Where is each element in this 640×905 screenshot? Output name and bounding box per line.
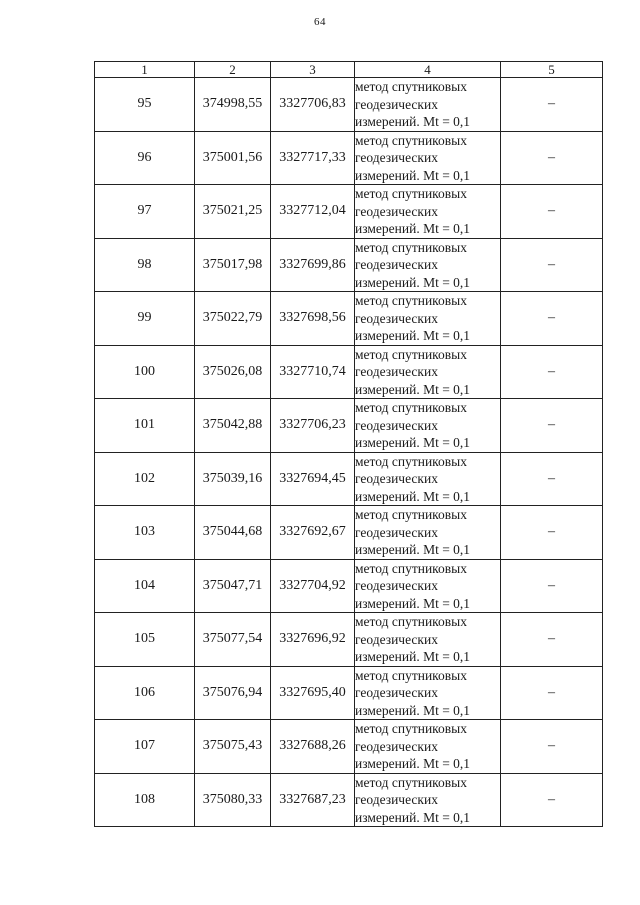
column-header-5: 5 bbox=[501, 62, 603, 78]
method-line: метод спутниковых bbox=[355, 667, 467, 683]
method-line: измерений. Mt = 0,1 bbox=[355, 328, 471, 343]
method-line: геодезических bbox=[355, 578, 438, 593]
method-line: метод спутниковых bbox=[355, 400, 467, 415]
note-cell: – bbox=[501, 666, 603, 720]
method-cell bbox=[355, 78, 501, 132]
point-number-cell: 97 bbox=[95, 185, 195, 239]
table-row bbox=[95, 185, 603, 239]
method-cell bbox=[355, 559, 501, 613]
method-line: измерений. Mt = 0,1 bbox=[355, 167, 471, 183]
method-line: измерений. Mt = 0,1 bbox=[355, 488, 471, 504]
method-line: метод спутниковых bbox=[355, 239, 467, 255]
column-header-3: 3 bbox=[271, 62, 355, 78]
method-cell bbox=[355, 238, 501, 292]
method-line: измерений. Mt = 0,1 bbox=[355, 595, 471, 611]
x-coordinate-cell: 375021,25 bbox=[195, 185, 271, 239]
method-line: геодезических bbox=[355, 685, 438, 700]
y-coordinate-cell: 3327694,45 bbox=[271, 452, 355, 506]
method-cell bbox=[355, 345, 501, 399]
method-line: метод спутниковых bbox=[355, 293, 467, 308]
y-coordinate-cell: 3327710,74 bbox=[271, 345, 355, 399]
note-cell: – bbox=[501, 292, 603, 346]
method-line: измерений. Mt = 0,1 bbox=[355, 809, 471, 825]
x-coordinate-cell: 375017,98 bbox=[195, 238, 271, 292]
table-row bbox=[95, 666, 603, 720]
x-coordinate-cell: 375075,43 bbox=[195, 720, 271, 774]
table-row bbox=[95, 345, 603, 399]
note-cell: – bbox=[501, 345, 603, 399]
method-line: измерений. Mt = 0,1 bbox=[355, 649, 471, 664]
method-line: метод спутниковых bbox=[355, 132, 467, 148]
note-cell: – bbox=[501, 131, 603, 185]
note-cell: – bbox=[501, 185, 603, 239]
column-header-1: 1 bbox=[95, 62, 195, 78]
x-coordinate-cell: 375080,33 bbox=[195, 773, 271, 827]
method-cell bbox=[355, 399, 501, 453]
method-line: измерений. Mt = 0,1 bbox=[355, 542, 471, 557]
table-row bbox=[95, 292, 603, 346]
y-coordinate-cell: 3327704,92 bbox=[271, 559, 355, 613]
method-line: геодезических bbox=[355, 203, 438, 219]
table-row bbox=[95, 238, 603, 292]
point-number-cell: 108 bbox=[95, 773, 195, 827]
method-line: метод спутниковых bbox=[355, 774, 467, 790]
y-coordinate-cell: 3327712,04 bbox=[271, 185, 355, 239]
method-cell bbox=[355, 613, 501, 667]
method-line: геодезических bbox=[355, 150, 438, 165]
method-line: геодезических bbox=[355, 310, 438, 326]
table-row bbox=[95, 452, 603, 506]
point-number-cell: 101 bbox=[95, 399, 195, 453]
page-number: 64 bbox=[314, 16, 326, 28]
table-row bbox=[95, 559, 603, 613]
x-coordinate-cell: 374998,55 bbox=[195, 78, 271, 132]
method-line: измерений. Mt = 0,1 bbox=[355, 381, 471, 397]
point-number-cell: 104 bbox=[95, 559, 195, 613]
point-number-cell: 98 bbox=[95, 238, 195, 292]
note-cell: – bbox=[501, 559, 603, 613]
note-cell: – bbox=[501, 238, 603, 292]
x-coordinate-cell: 375044,68 bbox=[195, 506, 271, 560]
table-row bbox=[95, 773, 603, 827]
x-coordinate-cell: 375001,56 bbox=[195, 131, 271, 185]
table-row bbox=[95, 78, 603, 132]
x-coordinate-cell: 375077,54 bbox=[195, 613, 271, 667]
column-header-2: 2 bbox=[195, 62, 271, 78]
method-line: геодезических bbox=[355, 257, 438, 272]
note-cell: – bbox=[501, 452, 603, 506]
note-cell: – bbox=[501, 78, 603, 132]
method-cell bbox=[355, 131, 501, 185]
method-line: измерений. Mt = 0,1 bbox=[355, 274, 471, 290]
x-coordinate-cell: 375039,16 bbox=[195, 452, 271, 506]
method-cell bbox=[355, 452, 501, 506]
method-line: измерений. Mt = 0,1 bbox=[355, 114, 471, 129]
x-coordinate-cell: 375026,08 bbox=[195, 345, 271, 399]
method-line: измерений. Mt = 0,1 bbox=[355, 756, 471, 771]
y-coordinate-cell: 3327699,86 bbox=[271, 238, 355, 292]
method-line: геодезических bbox=[355, 738, 438, 754]
x-coordinate-cell: 375047,71 bbox=[195, 559, 271, 613]
note-cell: – bbox=[501, 720, 603, 774]
method-line: метод спутниковых bbox=[355, 560, 467, 576]
method-line: геодезических bbox=[355, 524, 438, 540]
y-coordinate-cell: 3327706,23 bbox=[271, 399, 355, 453]
method-line: метод спутниковых bbox=[355, 453, 467, 469]
table-row bbox=[95, 506, 603, 560]
table-body bbox=[95, 78, 603, 827]
method-line: метод спутниковых bbox=[355, 346, 467, 362]
method-line: измерений. Mt = 0,1 bbox=[355, 221, 471, 236]
method-line: геодезических bbox=[355, 364, 438, 379]
y-coordinate-cell: 3327717,33 bbox=[271, 131, 355, 185]
method-line: метод спутниковых bbox=[355, 614, 467, 629]
note-cell: – bbox=[501, 506, 603, 560]
point-number-cell: 103 bbox=[95, 506, 195, 560]
point-number-cell: 107 bbox=[95, 720, 195, 774]
method-line: геодезических bbox=[355, 417, 438, 433]
x-coordinate-cell: 375042,88 bbox=[195, 399, 271, 453]
method-line: метод спутниковых bbox=[355, 186, 467, 201]
point-number-cell: 106 bbox=[95, 666, 195, 720]
point-number-cell: 96 bbox=[95, 131, 195, 185]
table-row bbox=[95, 131, 603, 185]
column-header-4: 4 bbox=[355, 62, 501, 78]
note-cell: – bbox=[501, 613, 603, 667]
note-cell: – bbox=[501, 773, 603, 827]
method-cell bbox=[355, 292, 501, 346]
point-number-cell: 102 bbox=[95, 452, 195, 506]
point-number-cell: 95 bbox=[95, 78, 195, 132]
y-coordinate-cell: 3327687,23 bbox=[271, 773, 355, 827]
method-cell bbox=[355, 506, 501, 560]
method-line: измерений. Mt = 0,1 bbox=[355, 435, 471, 450]
method-cell bbox=[355, 720, 501, 774]
point-number-cell: 100 bbox=[95, 345, 195, 399]
method-cell bbox=[355, 185, 501, 239]
table-row bbox=[95, 399, 603, 453]
y-coordinate-cell: 3327688,26 bbox=[271, 720, 355, 774]
coordinates-table bbox=[94, 61, 603, 827]
x-coordinate-cell: 375076,94 bbox=[195, 666, 271, 720]
note-cell: – bbox=[501, 399, 603, 453]
y-coordinate-cell: 3327698,56 bbox=[271, 292, 355, 346]
y-coordinate-cell: 3327696,92 bbox=[271, 613, 355, 667]
method-cell bbox=[355, 666, 501, 720]
table-header-row bbox=[95, 62, 603, 78]
y-coordinate-cell: 3327706,83 bbox=[271, 78, 355, 132]
method-line: метод спутниковых bbox=[355, 721, 467, 736]
point-number-cell: 105 bbox=[95, 613, 195, 667]
method-line: метод спутниковых bbox=[355, 79, 467, 94]
y-coordinate-cell: 3327695,40 bbox=[271, 666, 355, 720]
method-line: геодезических bbox=[355, 471, 438, 486]
table-row bbox=[95, 613, 603, 667]
x-coordinate-cell: 375022,79 bbox=[195, 292, 271, 346]
y-coordinate-cell: 3327692,67 bbox=[271, 506, 355, 560]
table-row bbox=[95, 720, 603, 774]
method-line: метод спутниковых bbox=[355, 507, 467, 522]
method-line: геодезических bbox=[355, 96, 438, 112]
method-cell bbox=[355, 773, 501, 827]
method-line: геодезических bbox=[355, 631, 438, 647]
method-line: измерений. Mt = 0,1 bbox=[355, 702, 471, 718]
point-number-cell: 99 bbox=[95, 292, 195, 346]
method-line: геодезических bbox=[355, 792, 438, 807]
